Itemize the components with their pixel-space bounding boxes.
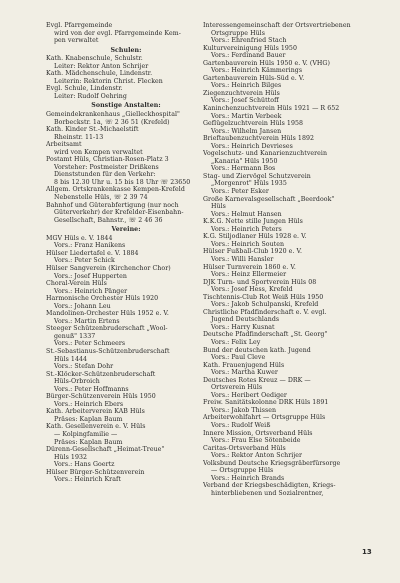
directory-line: Hüls 1932 [54, 453, 88, 461]
directory-line: Vors.: Paul Cleve [211, 354, 266, 362]
directory-line: Vogelschutz- und Kanarienzuchtverein [203, 150, 328, 158]
directory-line: Vors.: Johann Leu [54, 302, 111, 310]
directory-line: Christliche Pfadfinderschaft e. V. evgl. [203, 308, 327, 316]
directory-line: Kath. Gesellenverein e. V. Hüls [46, 423, 146, 431]
directory-line: Vors.: Stefan Dohr [54, 363, 114, 371]
directory-line: Borbeckstr. 1a, ☏ 2 36 51 (Krefeld) [54, 118, 170, 126]
directory-line: Vors.: Heinrich Devrieses [211, 142, 293, 150]
directory-line: Vors.: Heinz Ellermeier [211, 271, 287, 279]
directory-line: genuß" 1337 [54, 332, 96, 340]
directory-line: K.K.G. Nette stille Jungen Hüls [203, 218, 303, 226]
directory-line: St.-Sebastianus-Schützenbruderschaft [46, 347, 170, 355]
directory-line: Vors.: Rudolf Weiß [211, 421, 271, 429]
directory-line: Präses: Kaplan Baum [54, 415, 123, 423]
directory-line: Vors.: Franz Hanikens [54, 242, 126, 250]
directory-line: Ortsgruppe Hüls [211, 29, 265, 37]
directory-line: Bürger-Schützenverein Hüls 1950 [46, 393, 156, 401]
directory-line: Vorsteher: Postmeister Drißkens [54, 163, 159, 171]
directory-line: pen verwaltet [54, 37, 99, 45]
directory-line: — Kolpingfamilie — [54, 430, 118, 438]
directory-line: Vors.: Hermann Bos [211, 165, 276, 173]
left-column [46, 22, 206, 484]
directory-line: Vors.: Peter Schick [54, 257, 115, 265]
directory-line: 8 bis 12.30 Uhr u. 15 bis 18 Uhr ☏ 23650 [54, 178, 191, 186]
directory-line: Innere Mission, Ortsverband Hüls [203, 429, 313, 437]
directory-line: Gartenbauverein Hüls-Süd e. V. [203, 74, 305, 82]
directory-line: Steeger Schützenbruderschaft „Wool- [46, 325, 168, 333]
directory-line: Vors.: Heinrich Kraft [54, 476, 121, 484]
directory-line: Dürenn-Gesellschaft „Heimat-Treue" [46, 446, 165, 454]
directory-line: Hüls 1444 [54, 355, 88, 363]
directory-line: Kath. Frauenjugend Hüls [203, 361, 285, 369]
directory-line: Geflügelzuchtverein Hüls 1958 [203, 120, 304, 128]
directory-line: Große Karnevalsgesellschaft „Beerdook" [203, 195, 335, 203]
directory-line: Freiw. Sanitätskolonne DRK Hüls 1891 [203, 399, 329, 407]
directory-line: Vors.: Willi Hansler [211, 255, 274, 263]
directory-line: Vors.: Josef Hess, Krefeld [211, 286, 293, 294]
directory-line: Deutsche Pfadfinderschaft „St. Georg" [203, 331, 328, 339]
directory-line: Vors.: Helmut Hansen [211, 210, 282, 218]
directory-line: Vors.: Heinrich Kämmerings [211, 67, 303, 75]
section-heading: Sonstige Anstalten: [91, 102, 161, 110]
directory-line: Caritas-Ortsverband Hüls [203, 444, 286, 452]
directory-line: Vors.: Peter Esker [211, 188, 269, 196]
directory-line: Vors.: Josef Schüttoff [211, 97, 279, 105]
directory-line: Ortsverein Hüls [211, 384, 263, 392]
directory-line: DJK Turn- und Sportverein Hüls 08 [203, 278, 317, 286]
directory-line: Kath. Knabenschule, Schulstr. [46, 55, 143, 63]
directory-line: Vors.: Heinrich Ebers [54, 400, 124, 408]
directory-line: Vors.: Heinrich Souten [211, 240, 285, 248]
directory-line: Kaninchenzuchtverein Hüls 1921 — R 652 [203, 105, 340, 113]
directory-line: Vors.: Ehrenfried Stach [211, 37, 287, 45]
directory-line: Evgl. Schule, Lindenstr. [46, 85, 123, 93]
directory-line: Dienststunden für den Verkehr: [54, 171, 156, 179]
directory-line: Hülser Sangverein (Kirchenchor Chor) [46, 264, 171, 272]
directory-line: Ziegenzuchtverein Hüls [203, 89, 280, 97]
directory-line: Deutsches Rotes Kreuz — DRK — [203, 376, 311, 384]
directory-line: Vors.: Peter Schmeers [54, 340, 126, 348]
directory-line: Interessengemeinschaft der Ortsvertriebenen [203, 22, 351, 29]
directory-line: Hüls [211, 203, 226, 211]
directory-line: Gesellschaft, Bahnstr., ☏ 2 46 36 [54, 216, 163, 224]
page-number: 13 [362, 548, 372, 556]
directory-line: Vors.: Jakob Thissen [211, 406, 277, 414]
directory-line: Leiter: Rektor Anton Schrijer [54, 62, 149, 70]
directory-line: Verband der Kriegsbeschädigten, Kriegs- [203, 482, 336, 490]
directory-line: Vors.: Hans Goertz [54, 461, 115, 469]
directory-line: Gartenbauverein Hüls 1950 e. V. (VHG) [203, 59, 330, 67]
section-heading: Schulen: [110, 46, 142, 54]
directory-line: Arbeiterwohlfahrt — Ortsgruppe Hüls [203, 414, 326, 422]
directory-line: Vors.: Wilhelm Jansen [211, 127, 282, 135]
directory-line: hinterbliebenen und Sozialrentner, [211, 489, 324, 497]
directory-line: Hülser Liedertafel e. V. 1884 [46, 249, 139, 257]
directory-line: Vors.: Heinrich Bilges [211, 82, 282, 90]
directory-line: wird von der evgl. Pfarrgemeinde Kem- [54, 29, 181, 37]
directory-line: Vors.: Heinrich Brands [211, 474, 285, 482]
directory-line: Evgl. Pfarrgemeinde [46, 22, 113, 29]
directory-line: Stag- und Ziervögel Schutzverein [203, 172, 311, 180]
directory-line: Leiterin: Rektorin Christ. Flecken [54, 77, 163, 85]
directory-line: Vors.: Rektor Anton Schrijer [211, 452, 303, 460]
directory-line: Hülser Fußball-Club 1920 e. V. [203, 248, 302, 256]
directory-line: Allgem. Ortskrankenkasse Kempen-Krefeld [46, 186, 185, 194]
directory-line: Präses: Kaplan Baum [54, 438, 123, 446]
directory-line: — Ortsgruppe Hüls [211, 467, 274, 475]
directory-line: Bund der deutschen kath. Jugend [203, 346, 311, 354]
directory-line: „Kanaria" Hüls 1950 [211, 157, 278, 165]
directory-line: Volksbund Deutsche Kriegsgräberfürsorge [203, 459, 341, 467]
directory-line: Vors.: Josef Hupperten [54, 272, 127, 280]
directory-line: Hülser Turnverein 1860 e. V. [203, 263, 296, 271]
right-column [203, 22, 373, 497]
directory-line: „Morgenrot" Hüls 1935 [211, 180, 287, 188]
directory-line: Jugend Deutschlands [211, 316, 280, 324]
directory-line: Vors.: Martin Verbeek [211, 112, 282, 120]
directory-line: Arbeitsamt [46, 141, 82, 149]
directory-line: Kath. Arbeiterverein KAB Hüls [46, 408, 145, 416]
directory-line: Vors.: Martha Kuwer [211, 369, 278, 377]
directory-line: Mandolinen-Orchester Hüls 1952 e. V. [46, 310, 169, 318]
directory-line: Vors.: Felix Ley [211, 338, 261, 346]
directory-line: Kulturvereinigung Hüls 1950 [203, 44, 297, 52]
directory-line: MGV Hüls e. V. 1844 [46, 234, 113, 242]
directory-line: Nebenstelle Hüls, ☏ 2 39 74 [54, 194, 148, 202]
directory-line: Hülser Bürger-Schützenverein [46, 468, 145, 476]
directory-line: Vors.: Frau Else Sötenbeide [211, 437, 301, 445]
directory-line: Leiter: Rudolf Oehring [54, 92, 127, 100]
section-heading: Vereine: [111, 226, 141, 234]
directory-line: Vors.: Heribert Oediger [211, 391, 287, 399]
directory-line: Postamt Hüls, Christian-Rosen-Platz 3 [46, 156, 169, 164]
directory-line: Tischtennis-Club Rot Weiß Hüls 1950 [203, 293, 324, 301]
directory-line: Vors.: Harry Kusnat [211, 323, 275, 331]
directory-line: Kath. Mädchenschule, Lindenstr. [46, 70, 153, 78]
directory-line: Vors.: Peter Hoffmanns [54, 385, 129, 393]
directory-line: Bahnhof und Güterabfertigung (nur noch [46, 201, 179, 209]
directory-line: Vors.: Heinrich Peters [211, 225, 282, 233]
directory-line: Kath. Kinder St.-Michaelstift [46, 126, 139, 134]
directory-line: Gemeindekrankenhaus „Gielleckhospital" [46, 111, 180, 119]
directory-line: Rheinstr. 11-13 [54, 133, 104, 141]
directory-line: Güterverkehr) der Krefelder-Eisenbahn- [54, 209, 184, 217]
directory-line: Brieftaubenzuchtverein Hüls 1892 [203, 135, 315, 143]
directory-line: Vors.: Martin Ertens [54, 317, 120, 325]
directory-line: K.G. Stiljodlaner Hüls 1928 e. V. [203, 233, 307, 241]
directory-line: Hüls-Orbroich [54, 378, 100, 386]
directory-line: Harmonische Orchester Hüls 1920 [46, 295, 159, 303]
directory-line: Choral-Verein Hüls [46, 280, 107, 288]
directory-line: Vors.: Jakob Schulpanski, Krefeld [211, 301, 319, 309]
directory-line: Vors.: Ferdinand Bauer [211, 52, 286, 60]
directory-line: St.-Klöcker-Schützenbruderschaft [46, 370, 156, 378]
directory-line: wird von Kempen verwaltet [54, 148, 143, 156]
directory-line: Vors.: Heinrich Pänger [54, 287, 128, 295]
